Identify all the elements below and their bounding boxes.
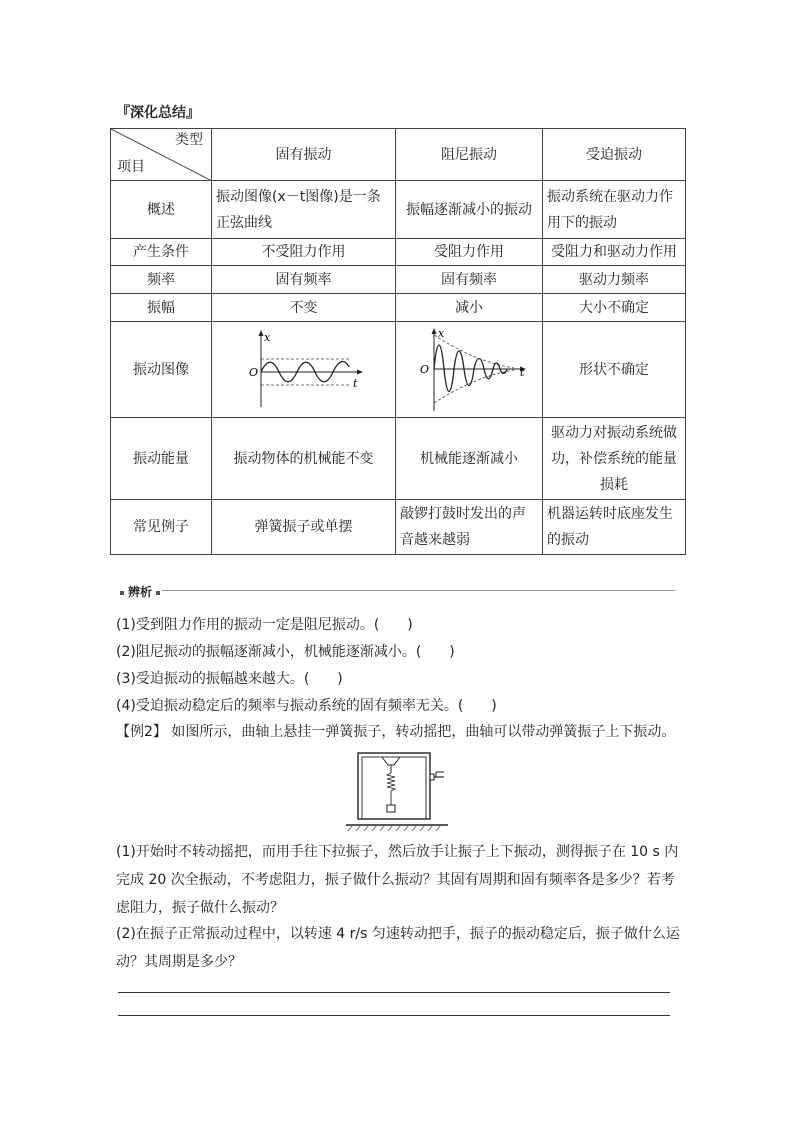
table-cell: 振动物体的机械能不变: [212, 418, 396, 500]
analysis-item: (4)受迫振动稳定后的频率与振动系统的固有频率无关。( ): [116, 698, 497, 714]
table-cell: 弹簧振子或单摆: [212, 500, 396, 555]
row-label: 概述: [111, 181, 212, 239]
comparison-table: [110, 128, 686, 555]
table-cell: 振动系统在驱动力作用下的振动: [543, 181, 686, 239]
table-cell: 敲锣打鼓时发出的声音越来越弱: [396, 500, 543, 555]
table-row: [111, 418, 686, 500]
column-header: 阻尼振动: [396, 129, 543, 181]
example-text: 如图所示，曲轴上悬挂一弹簧振子，转动摇把，曲轴可以带动弹簧振子上下振动。: [171, 724, 676, 740]
table-cell: 振动图像(x－t图像)是一条正弦曲线: [212, 181, 396, 239]
table-cell: 受阻力作用: [396, 239, 543, 266]
row-label: 频率: [111, 266, 212, 294]
free-vibration-graph-cell: [212, 322, 396, 418]
analysis-heading-text: 辨析: [128, 585, 153, 599]
example-intro: [116, 721, 686, 741]
origin-label: O: [420, 362, 430, 376]
table-cell: 驱动力对振动系统做功，补偿系统的能量损耗: [543, 418, 686, 500]
table-cell: 驱动力频率: [543, 266, 686, 294]
answer-line[interactable]: [118, 992, 670, 993]
divider: [162, 590, 675, 591]
table-cell: 形状不确定: [543, 322, 686, 418]
square-bullet-icon: [156, 591, 160, 595]
row-label: 产生条件: [111, 239, 212, 266]
square-bullet-icon: [120, 591, 124, 595]
origin-label: O: [248, 365, 258, 379]
table-row: [111, 322, 686, 418]
question-2: (2)在振子正常振动过程中，以转速 4 r/s 匀速转动把手，振子的振动稳定后，振子做什么运动？其周期是多少？: [116, 926, 680, 970]
diagonal-header-cell: [111, 129, 212, 181]
table-row: [111, 266, 686, 294]
column-header: 受迫振动: [543, 129, 686, 181]
table-row: [111, 500, 686, 555]
analysis-item: (1)受到阻力作用的振动一定是阻尼振动。( ): [116, 617, 413, 633]
analysis-item: (2)阻尼振动的振幅逐渐减小，机械能逐渐减小。( ): [116, 644, 455, 660]
row-label: 振动图像: [111, 322, 212, 418]
sine-wave-graph: [239, 327, 369, 413]
table-header-row: [111, 129, 686, 181]
row-label: 振动能量: [111, 418, 212, 500]
table-cell: 振幅逐渐减小的振动: [396, 181, 543, 239]
example-tag: 【例2】: [116, 724, 167, 740]
crankshaft-spring-diagram: [344, 747, 450, 833]
damped-vibration-graph-cell: [396, 322, 543, 418]
table-cell: 不变: [212, 294, 396, 322]
question-1: (1)开始时不转动摇把，而用手往下拉振子，然后放手让振子上下振动，测得振子在 10 s 内完成 20 次全振动，不考虑阻力，振子做什么振动？其固有周期和固有频率各是多少？若考虑阻力，振子做什么振动？: [116, 844, 679, 916]
table-cell: 固有频率: [396, 266, 543, 294]
analysis-item: (3)受迫振动的振幅越来越大。( ): [116, 671, 343, 687]
table-cell: 固有频率: [212, 266, 396, 294]
table-row: [111, 239, 686, 266]
axis-x-label: x: [438, 326, 445, 340]
answer-line[interactable]: [118, 1015, 670, 1016]
axis-t-label: t: [352, 376, 357, 390]
table-cell: 机械能逐渐减小: [396, 418, 543, 500]
table-cell: 机器运转时底座发生的振动: [543, 500, 686, 555]
axis-t-label: t: [520, 365, 525, 379]
table-cell: 不受阻力作用: [212, 239, 396, 266]
table-cell: 受阻力和驱动力作用: [543, 239, 686, 266]
table-cell: 大小不确定: [543, 294, 686, 322]
damped-wave-graph: [404, 325, 534, 415]
header-type: 类型: [175, 132, 203, 148]
analysis-heading: [116, 583, 164, 600]
row-label: 振幅: [111, 294, 212, 322]
axis-x-label: x: [263, 330, 270, 344]
table-row: [111, 294, 686, 322]
column-header: 固有振动: [212, 129, 396, 181]
row-label: 常见例子: [111, 500, 212, 555]
header-item: 项目: [117, 159, 145, 175]
table-row: [111, 181, 686, 239]
table-cell: 减小: [396, 294, 543, 322]
section-title: 『深化总结』: [116, 105, 200, 121]
